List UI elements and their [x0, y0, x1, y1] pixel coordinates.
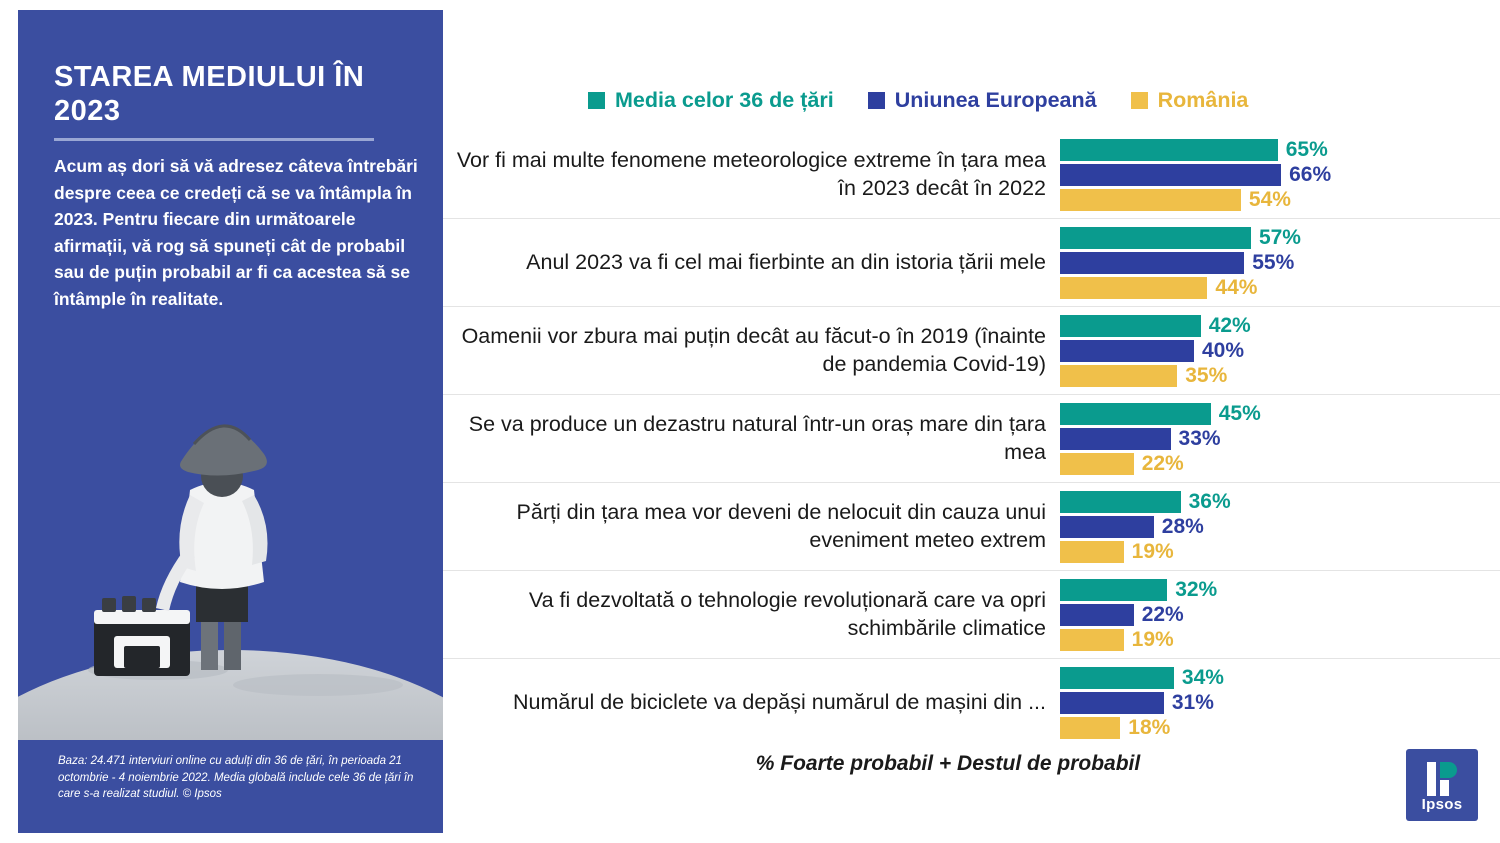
chart-row-label: Oamenii vor zbura mai puțin decât au făcut-o în 2019 (înainte de pandemia Covid-19)	[461, 324, 1046, 376]
chart-bar	[1060, 340, 1194, 362]
chart-bar-value: 18%	[1128, 716, 1171, 739]
chart-bar-value: 66%	[1289, 162, 1332, 186]
chart-row-bars	[1060, 576, 1490, 654]
chart-bar-group	[1060, 164, 1490, 186]
chart-bar-group	[1060, 252, 1490, 274]
chart-bar	[1060, 579, 1167, 601]
legend-swatch-eu	[868, 92, 885, 109]
chart-bar-group	[1060, 139, 1490, 161]
chart-bar-group	[1060, 403, 1490, 425]
chart-row-label: Anul 2023 va fi cel mai fierbinte an din istoria țării mele	[526, 249, 1046, 274]
chart-bar-value: 36%	[1188, 489, 1231, 513]
chart-bar	[1060, 139, 1278, 161]
chart-bar-group	[1060, 692, 1490, 714]
legend-swatch-romania	[1131, 92, 1148, 109]
chart-bar-group	[1060, 453, 1490, 475]
chart-row-label: Se va produce un dezastru natural într-un oraș mare din țara mea	[468, 412, 1046, 464]
chart-bar-value: 19%	[1131, 627, 1174, 651]
chart-bar	[1060, 164, 1281, 186]
chart-bar-group	[1060, 717, 1490, 739]
chart-bar-value: 34%	[1181, 666, 1224, 689]
chart-bar-value: 57%	[1258, 225, 1301, 249]
chart-bar-value: 55%	[1252, 250, 1295, 274]
chart-bar-value: 40%	[1202, 338, 1245, 362]
chart-bar-value: 65%	[1285, 137, 1328, 161]
chart-bar	[1060, 403, 1211, 425]
left-panel	[18, 10, 443, 833]
chart-bar-group	[1060, 428, 1490, 450]
chart-bar	[1060, 227, 1251, 249]
chart-bar	[1060, 189, 1241, 211]
ipsos-logo-text: Ipsos	[1421, 796, 1463, 813]
chart-bar-value: 19%	[1131, 539, 1174, 563]
chart-bar	[1060, 541, 1124, 563]
chart-bar	[1060, 428, 1171, 450]
chart-bar-value: 42%	[1208, 313, 1251, 337]
chart-bar-value: 54%	[1248, 187, 1291, 211]
legend-label-global: Media celor 36 de țări	[615, 88, 834, 112]
chart-row-label: Vor fi mai multe fenomene meteorologice extreme în țara mea în 2023 decât în 2022	[456, 148, 1046, 200]
chart-bar	[1060, 629, 1124, 651]
chart-rows	[443, 131, 1500, 747]
chart-row-label: Numărul de biciclete va depăși numărul de mașini din ...	[513, 690, 1046, 715]
chart-bar-group	[1060, 541, 1490, 563]
chart-bar-group	[1060, 491, 1490, 513]
page-title: STAREA MEDIULUI ÎN 2023	[54, 61, 365, 128]
chart-bar	[1060, 315, 1201, 337]
legend-swatch-global	[588, 92, 605, 109]
chart-row	[443, 483, 1500, 571]
chart-footer-note: % Foarte probabil + Destul de probabil	[755, 752, 1141, 775]
chart-bar-group	[1060, 604, 1490, 626]
chart-bar	[1060, 252, 1244, 274]
chart-row-label: Părți din țara mea vor deveni de nelocuit din cauza unui eveniment meteo extrem	[516, 500, 1046, 552]
illustration-photo	[18, 340, 443, 740]
chart-bar	[1060, 453, 1134, 475]
legend-label-eu: Uniunea Europeană	[894, 88, 1097, 112]
ipsos-logo	[1406, 749, 1478, 821]
intro-text: Acum aș dori să vă adresez câteva întrebări despre ceea ce credeți că se va întâmpla în 2023. Pentru fiecare din următoarele afirmații, vă rog să spuneți cât de probabil sau de puțin probabil ar fi ca acestea să se întâmple în realitate.	[54, 156, 418, 309]
chart-bar-value: 28%	[1161, 514, 1204, 538]
ipsos-mark-icon	[1427, 762, 1457, 796]
chart-bar-value: 35%	[1185, 363, 1228, 387]
chart-bar	[1060, 692, 1164, 714]
chart-bar	[1060, 604, 1134, 626]
chart-bar-value: 31%	[1171, 691, 1214, 714]
chart-legend	[588, 88, 1248, 113]
chart-bar-group	[1060, 516, 1490, 538]
chart-row	[443, 131, 1500, 219]
chart-bar-value: 22%	[1141, 602, 1184, 626]
person-wading-illustration	[18, 340, 443, 740]
chart-bar-value: 44%	[1215, 275, 1258, 299]
chart-bar-group	[1060, 340, 1490, 362]
chart-bar-group	[1060, 579, 1490, 601]
chart-bar	[1060, 491, 1181, 513]
legend-item-eu	[868, 88, 1097, 113]
chart-bar	[1060, 717, 1120, 739]
chart-row-bars	[1060, 664, 1490, 742]
chart-bar-value: 32%	[1175, 577, 1218, 601]
chart-bar-group	[1060, 667, 1490, 689]
chart-row-bars	[1060, 224, 1490, 302]
footnote: Baza: 24.471 interviuri online cu adulți din 36 de țări, în perioada 21 octombrie - 4 noiembrie 2022. Media globală include cele 36 de țări în care s-a realizat studiul. © Ipsos	[58, 754, 414, 801]
chart-row-bars	[1060, 136, 1490, 214]
chart-area	[443, 0, 1500, 843]
chart-row-label: Va fi dezvoltată o tehnologie revoluționară care va opri schimbările climatice	[528, 588, 1046, 640]
chart-bar-group	[1060, 189, 1490, 211]
chart-row	[443, 395, 1500, 483]
legend-item-romania	[1131, 88, 1249, 113]
chart-bar-group	[1060, 227, 1490, 249]
title-divider	[54, 138, 374, 141]
chart-bar	[1060, 667, 1174, 689]
legend-item-global	[588, 88, 834, 113]
chart-bar-value: 33%	[1178, 426, 1221, 450]
chart-bar-value: 45%	[1218, 401, 1261, 425]
chart-row-bars	[1060, 312, 1490, 390]
chart-row	[443, 307, 1500, 395]
chart-row	[443, 571, 1500, 659]
chart-bar-group	[1060, 315, 1490, 337]
chart-row-bars	[1060, 488, 1490, 566]
chart-bar-group	[1060, 277, 1490, 299]
chart-bar	[1060, 365, 1177, 387]
chart-bar	[1060, 277, 1207, 299]
legend-label-romania: România	[1157, 88, 1249, 112]
chart-row	[443, 219, 1500, 307]
chart-bar-group	[1060, 629, 1490, 651]
chart-bar-group	[1060, 365, 1490, 387]
chart-row-bars	[1060, 400, 1490, 478]
chart-row	[443, 659, 1500, 747]
chart-bar	[1060, 516, 1154, 538]
chart-bar-value: 22%	[1141, 451, 1184, 475]
